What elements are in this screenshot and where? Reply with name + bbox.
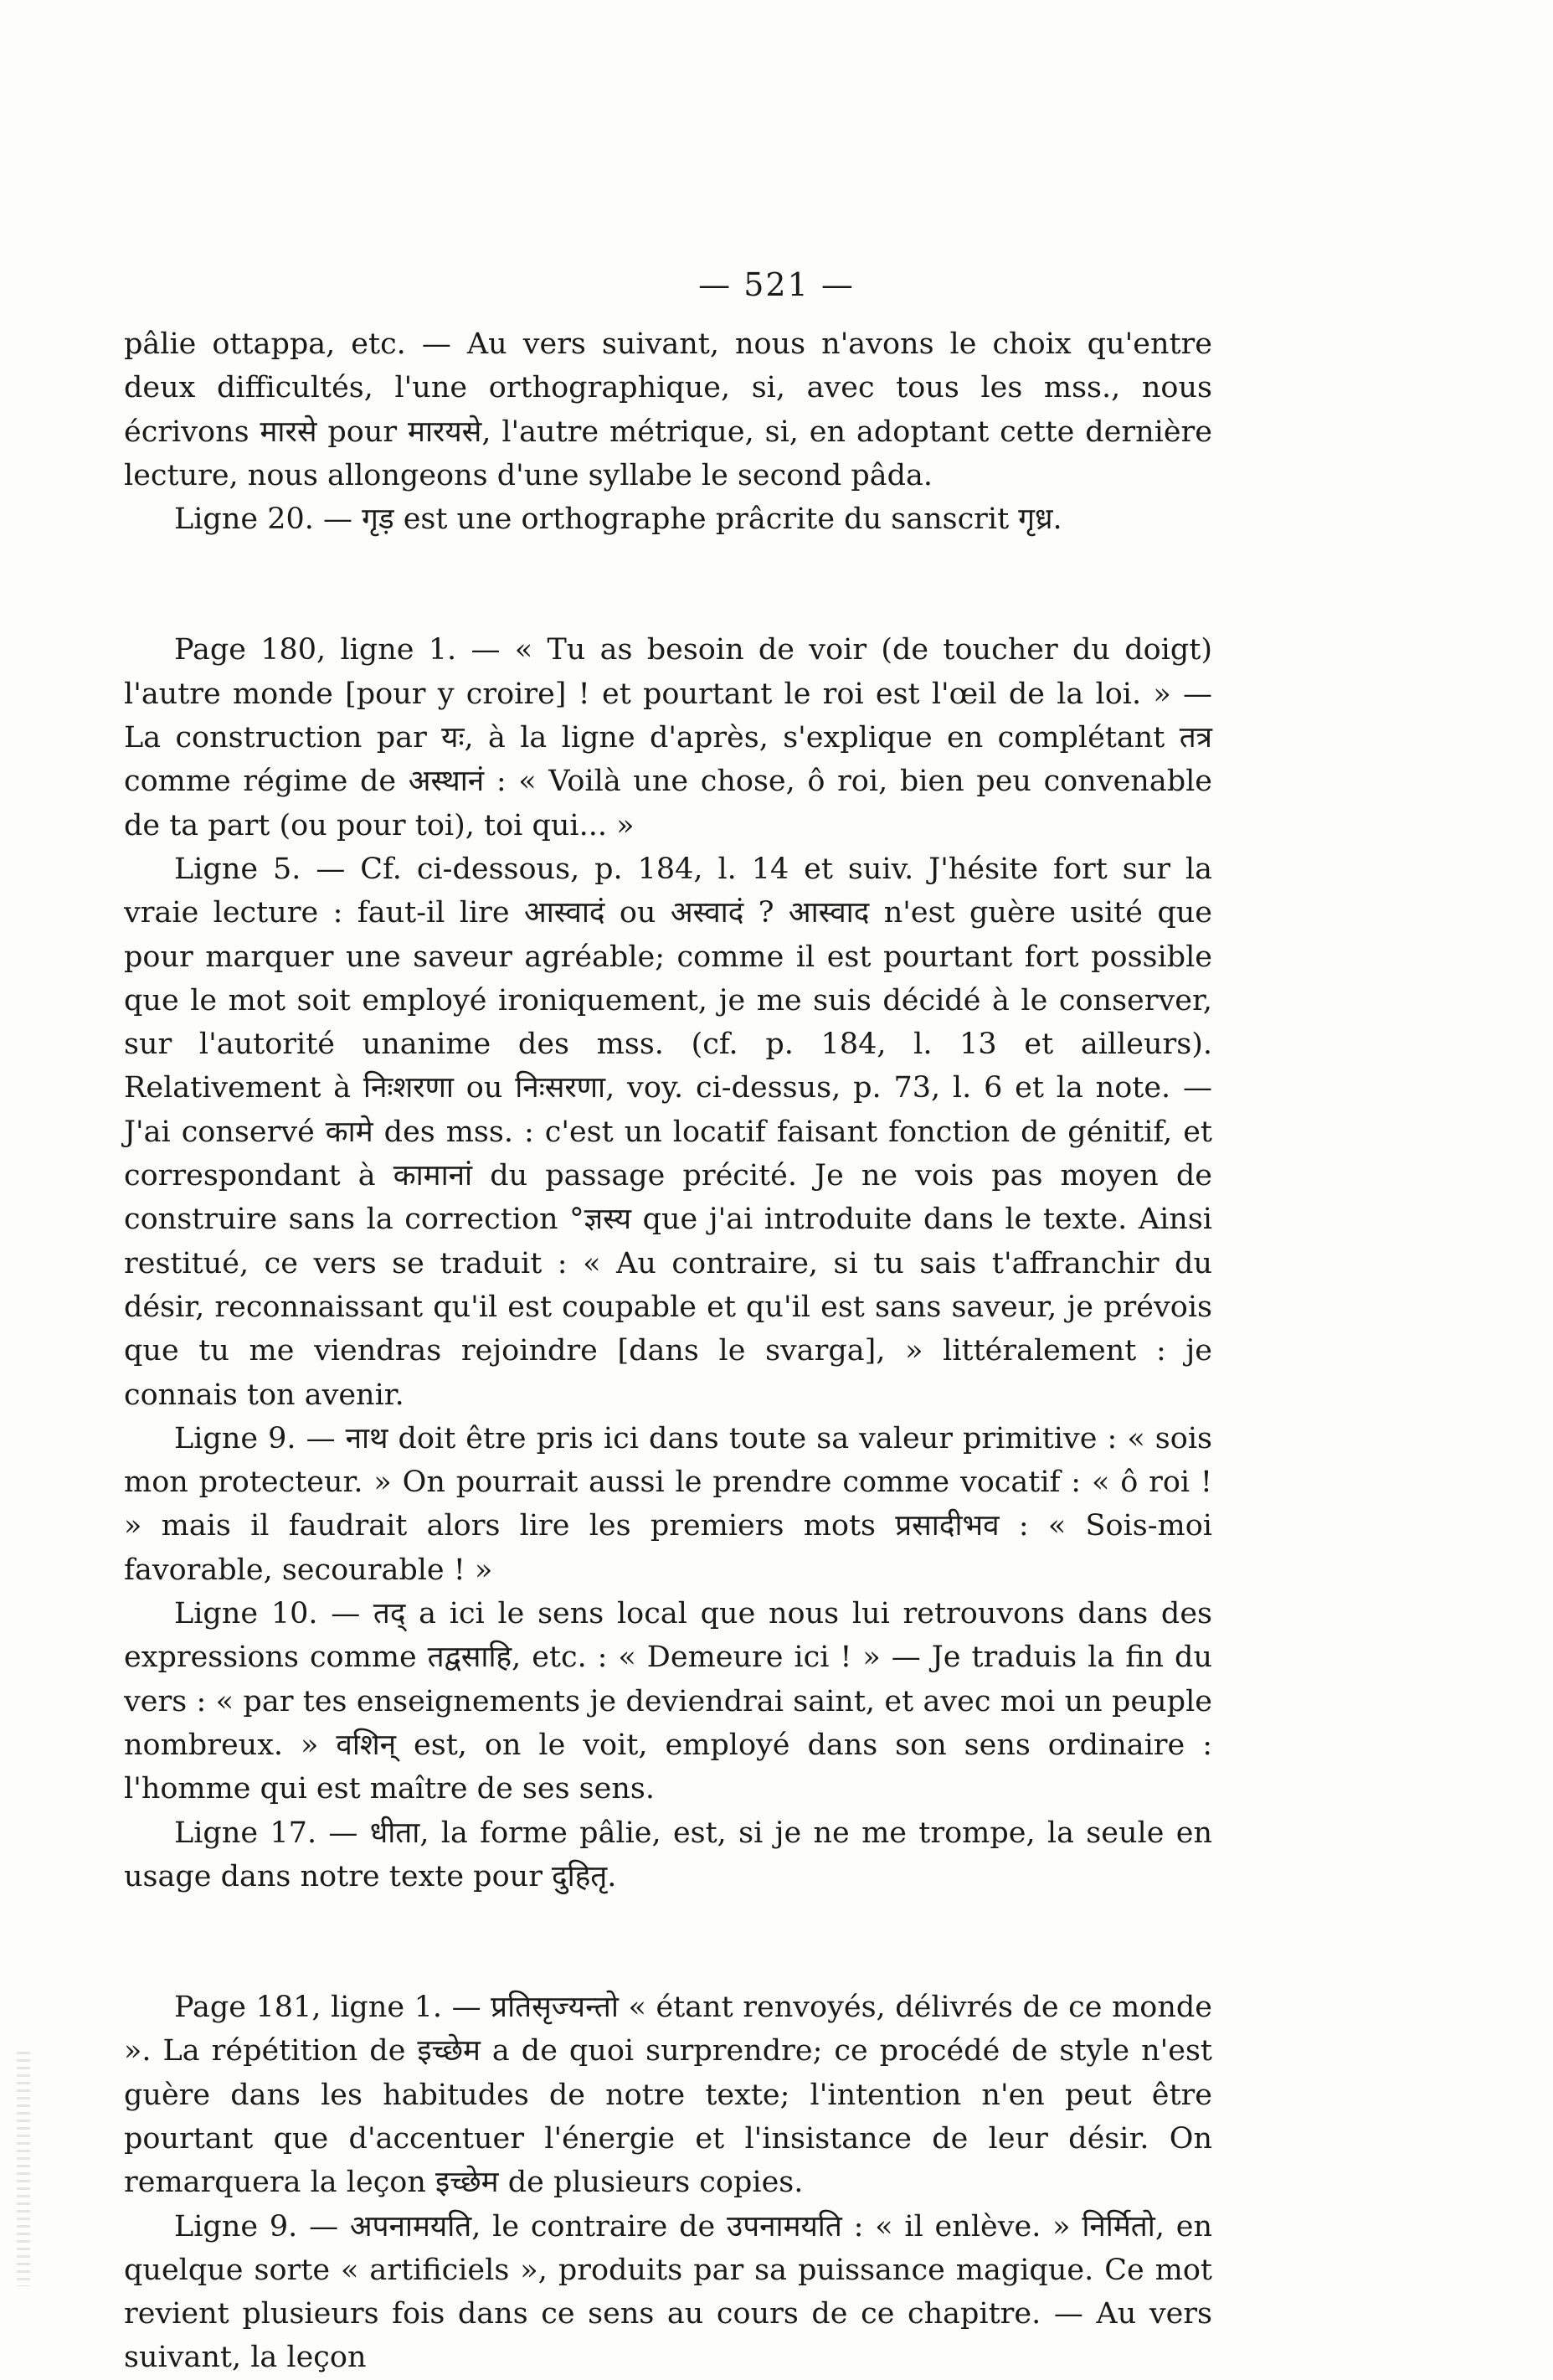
paragraph-9: Ligne 9. — अपनामयति, le contraire de उपनामयति : « il enlève. » निर्मितो, en quelque sorte « artificiels », produits par sa puissance magique. Ce mot revient plusieurs fois dans ce sens au cours de ce chapitre. — Au vers suivant, la leçon [124,2209,1212,2375]
scan-edge-noise [17,2052,30,2286]
paragraph-1: pâlie ottappa, etc. — Au vers suivant, nous n'avons le choix qu'entre deux difficultés, l'une orthographique, si, avec tous les mss., nous écrivons मारसे pour मारयसे, l'autre métrique, si, en adoptant cette dernière lecture, nous allongeons d'une syllabe le second pâda. [124,327,1212,492]
paragraph-3: Page 180, ligne 1. — « Tu as besoin de voir (de toucher du doigt) l'autre monde [pour y croire] ! et pourtant le roi est l'œil de la loi. » — La construction par यः, à la ligne d'après, s'explique en complétant तत्र comme régime de अस्थानं : « Voilà une chose, ô roi, bien peu convenable de ta part (ou pour toi), toi qui... » [124,633,1212,842]
commentary-text [124,322,1212,2380]
paragraph-2: Ligne 20. — गृड़ est une orthographe prâcrite du sanscrit गृध्र. [174,502,1062,537]
paragraph-4: Ligne 5. — Cf. ci-dessous, p. 184, l. 14 et suiv. J'hésite fort sur la vraie lecture : faut-il lire आस्वादं ou अस्वादं ? आस्वाद n'est guère usité que pour marquer une saveur agréable; comme il est pourtant fort possible que le mot soit employé ironiquement, je me suis décidé à le conserver, sur l'autorité unanime des mss. (cf. p. 184, l. 13 et ailleurs). Relativement à निःशरणा ou निःसरणा, voy. ci-dessus, p. 73, l. 6 et la note. — J'ai conservé कामे des mss. : c'est un locatif faisant fonction de génitif, et correspondant à कामानां du passage précité. Je ne vois pas moyen de construire sans la correction °ज्ञस्य que j'ai introduite dans le texte. Ainsi restitué, ce vers se traduit : « Au contraire, si tu sais t'affranchir du désir, reconnaissant qu'il est coupable et qu'il est sans saveur, je prévois que tu me viendras rejoindre [dans le svarga], » littéralement : je connais ton avenir. [124,852,1212,1412]
section-gap [124,1898,1212,1986]
section-gap [124,541,1212,628]
paragraph-8: Page 181, ligne 1. — प्रतिसृज्यन्तो « étant renvoyés, délivrés de ce monde ». La répétition de इच्छेम a de quoi surprendre; ce procédé de style n'est guère dans les habitudes de notre texte; l'intention n'en peut être pourtant que d'accentuer l'énergie et l'insistance de leur désir. On remarquera la leçon इच्छेम de plusieurs copies. [124,1991,1212,2200]
paragraph-5: Ligne 9. — नाथ doit être pris ici dans toute sa valeur primitive : « sois mon protecteur. » On pourrait aussi le prendre comme vocatif : « ô roi ! » mais il faudrait alors lire les premiers mots प्रसादीभव : « Sois-moi favorable, secourable ! » [124,1421,1212,1587]
page-number: — 521 — [698,266,855,303]
paragraph-6: Ligne 10. — तद् a ici le sens local que nous lui retrouvons dans des expressions comme तद्वसाहि, etc. : « Demeure ici ! » — Je traduis la fin du vers : « par tes enseignements je deviendrai saint, et avec moi un peuple nombreux. » वशिन् est, on le voit, employé dans son sens ordinaire : l'homme qui est maître de ses sens. [124,1597,1212,1806]
paragraph-7: Ligne 17. — धीता, la forme pâlie, est, si je ne me trompe, la seule en usage dans notre texte pour दुहितृ. [124,1816,1212,1893]
